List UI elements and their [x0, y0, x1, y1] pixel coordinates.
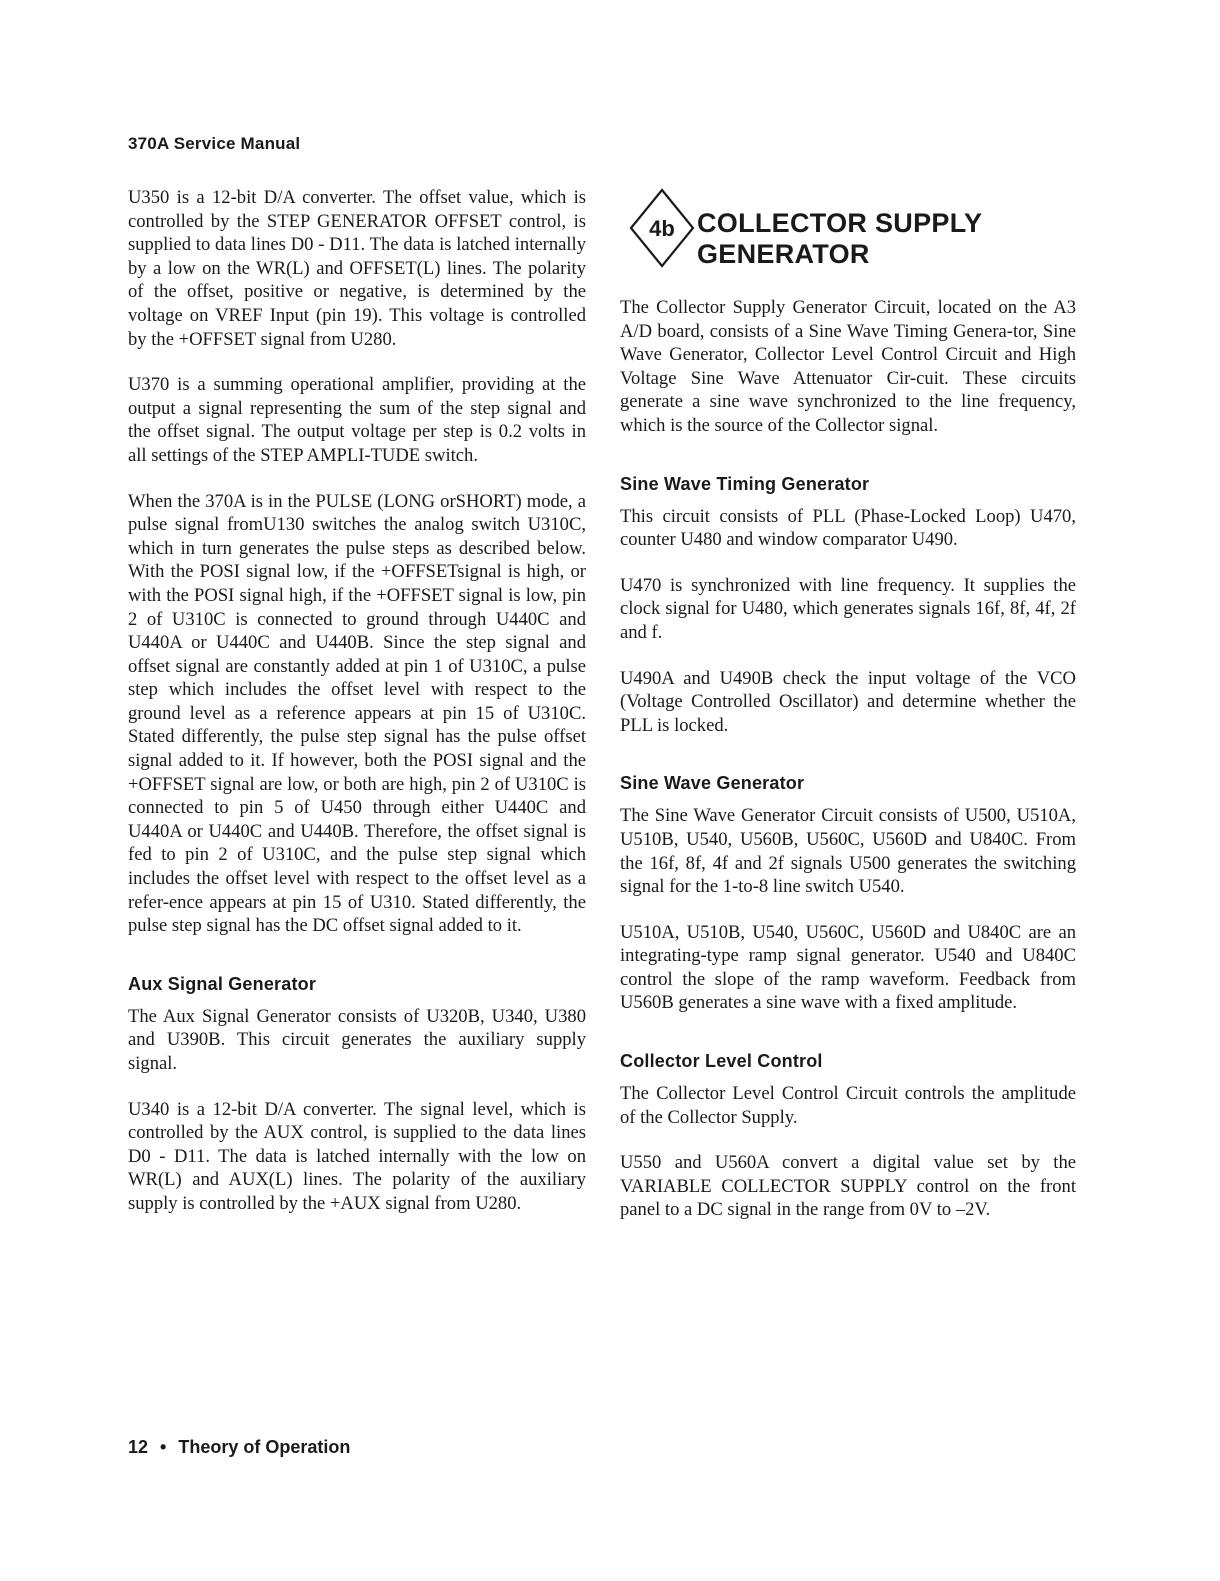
heading-sine-wave-generator: Sine Wave Generator — [620, 773, 805, 794]
paragraph-ramp-generator: U510A, U510B, U540, U560C, U560D and U840C are an integrating-type ramp signal generator. U540 and U840C control the slope of the ramp waveform. Feedback from U560B generates a sine wave with a fixed amplitude. — [620, 921, 1076, 1014]
heading-collector-level-control: Collector Level Control — [620, 1051, 823, 1072]
paragraph-u490: U490A and U490B check the input voltage of the VCO (Voltage Controlled Oscillator) and determine whether the PLL is locked. — [620, 667, 1076, 736]
paragraph-pll: This circuit consists of PLL (Phase-Locked Loop) U470, counter U480 and window comparator U490. — [620, 505, 1076, 551]
manual-title: 370A Service Manual — [128, 134, 301, 153]
paragraph-aux-generator: The Aux Signal Generator consists of U320B, U340, U380 and U390B. This circuit generates the auxiliary supply signal. — [128, 1005, 586, 1074]
heading-aux-signal-generator: Aux Signal Generator — [128, 973, 317, 994]
paragraph-level-control: The Collector Level Control Circuit controls the amplitude of the Collector Supply. — [620, 1083, 1076, 1128]
paragraph-pulse-mode: When the 370A is in the PULSE (LONG orSHORT) mode, a pulse signal fromU130 switches the analog switch U310C, which in turn generates the pulse steps as described below. With the POSI signal low, if the +OFFSETsignal is high, or with the POSI signal high, if the +OFFSET signal is low, pin 2 of U310C is connected to ground through U440C and U440A or U440C and U440B. Since the step signal and offset signal are constantly added at pin 1 of U310C, a pulse step which includes the offset level with respect to the ground level as a reference appears at pin 15 of U310C. Stated differently, the pulse step signal has the pulse offset signal added to it. If however, both the POSI signal and the +OFFSET signal are low, or both are high, pin 2 of U310C is connected to pin 5 of U450 through either U440C and U440A or U440C and U440B. Therefore, the offset signal is fed to pin 2 of U310C, and the pulse step signal which includes the offset level with respect to the offset level as a refer-ence appears at pin 15 of U310. Stated differently, the pulse step signal has the DC offset signal added to it. — [128, 490, 586, 937]
footer-separator: • — [160, 1437, 167, 1457]
paragraph-collector-intro: The Collector Supply Generator Circuit, located on the A3 A/D board, consists of a Sine Wave Timing Genera-tor, Sine Wave Generator, Collector Level Control Circuit and High Voltage Sine Wave Attenuator Cir-cuit. These circuits generate a sine wave synchronized to the line frequency, which is the source of the Collector signal. — [620, 297, 1076, 436]
page-number: 12 — [128, 1437, 149, 1457]
paragraph-sine-generator: The Sine Wave Generator Circuit consists of U500, U510A, U510B, U540, U560B, U560C, U560D and U840C. From the 16f, 8f, 4f and 2f signals U500 generates the switching signal for the 1-to-8 line switch U540. — [620, 805, 1076, 898]
section-title-line1: COLLECTOR SUPPLY — [697, 208, 983, 238]
footer-section: Theory of Operation — [178, 1437, 351, 1457]
paragraph-u470: U470 is synchronized with line frequency. It supplies the clock signal for U480, which generates signals 16f, 8f, 4f, 2f and f. — [620, 574, 1076, 643]
page-footer — [128, 1437, 350, 1458]
left-column — [128, 186, 586, 1238]
section-badge-diamond-icon — [627, 186, 755, 270]
section-title-block — [620, 186, 1076, 270]
right-column — [620, 186, 1076, 1244]
paragraph-u370: U370 is a summing operational amplifier, providing at the output a signal representing the sum of the step signal and the offset signal. The output voltage per step is 0.2 volts in all settings of the STEP AMPLI-TUDE switch. — [128, 374, 586, 466]
heading-sine-wave-timing: Sine Wave Timing Generator — [620, 473, 870, 494]
paragraph-u550: U550 and U560A convert a digital value set by the VARIABLE COLLECTOR SUPPLY control on the front panel to a DC signal in the range from 0V to –2V. — [620, 1152, 1076, 1221]
paragraph-u340: U340 is a 12-bit D/A converter. The signal level, which is controlled by the AUX control, is supplied to the data lines D0 - D11. The data is latched internally with the low on WR(L) and AUX(L) lines. The polarity of the auxiliary supply is controlled by the +AUX signal from U280. — [128, 1098, 586, 1214]
section-badge-label: 4b — [649, 216, 675, 241]
paragraph-u350: U350 is a 12-bit D/A converter. The offset value, which is controlled by the STEP GENERATOR OFFSET control, is supplied to data lines D0 - D11. The data is latched internally by a low on the WR(L) and OFFSET(L) lines. The polarity of the offset, positive or negative, is determined by the voltage on VREF Input (pin 19). This voltage is controlled by the +OFFSET signal from U280. — [128, 187, 586, 350]
section-title-line2: GENERATOR — [697, 239, 870, 269]
